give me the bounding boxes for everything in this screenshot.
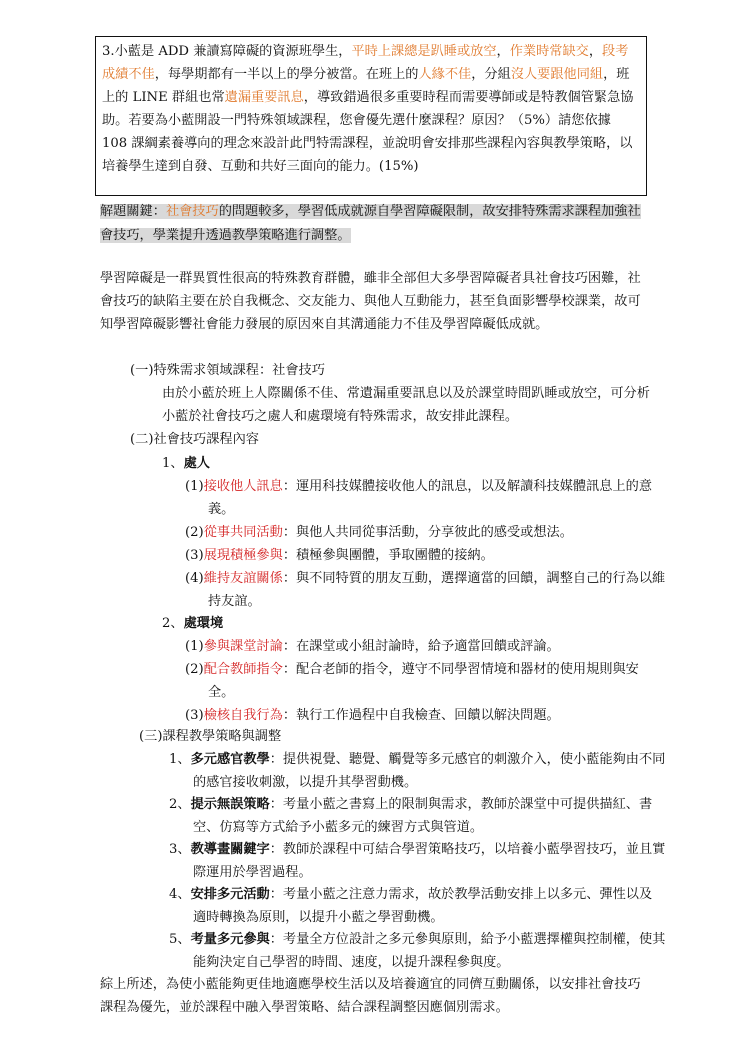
item-desc: ：積極參與團體，爭取團體的接納。 — [282, 548, 494, 563]
item-term: 參與課堂討論 — [203, 639, 283, 654]
item-number: 2、 — [169, 797, 191, 812]
subsection-environment-title — [162, 612, 223, 635]
environment-item-1 — [185, 635, 647, 658]
strategy-item-3 — [169, 838, 671, 884]
item-desc: ：運用科技媒體接收他人的訊息，以及解讀科技媒體訊息上的意義。 — [208, 479, 653, 517]
item-desc: ：與他人共同從事活動，分享彼此的感受或想法。 — [282, 525, 573, 540]
item-desc: ：提供視覺、聽覺、觸覺等多元感官的刺激介入，使小藍能夠由不同的感官接收刺激，以提升其學習動機。 — [193, 752, 666, 790]
subsection-heading: 處環境 — [183, 616, 224, 631]
problem-highlight: 沒人要跟他同組 — [510, 67, 604, 82]
item-desc: ：教師於課程中可結合學習策略技巧，以培養小藍學習技巧，並且實際運用於學習過程。 — [193, 842, 666, 880]
section-1-body: 由於小藍於班上人際關係不佳、常遺漏重要訊息以及於課堂時間趴睡或放空，可分析小藍於社會技巧之處人和處環境有特殊需求，故安排此課程。 — [162, 386, 650, 424]
item-term: 提示無誤策略 — [190, 797, 270, 812]
strategy-item-2 — [169, 793, 655, 839]
question-text-segment: ，每學期都有一半以上的學分被當。在班上的 — [154, 67, 419, 82]
problem-highlight: 遺漏重要訊息 — [224, 90, 304, 105]
item-desc: ：考量小藍之注意力需求，故於教學活動安排上以多元、彈性以及適時轉換為原則，以提升小藍之學習動機。 — [193, 887, 653, 925]
people-item-1 — [185, 475, 670, 521]
item-term: 考量多元參與 — [190, 932, 270, 947]
people-item-3 — [185, 544, 647, 567]
item-term: 配合教師指令 — [203, 662, 283, 677]
item-term: 教導畫關鍵字 — [190, 842, 270, 857]
item-term: 展現積極參與 — [203, 548, 283, 563]
question-intro: 3.小藍是 ADD 兼讀寫障礙的資源班學生， — [102, 44, 352, 59]
item-term: 多元感官教學 — [190, 752, 270, 767]
people-item-2 — [185, 521, 647, 544]
key-text — [100, 204, 641, 243]
item-number: 3、 — [169, 842, 191, 857]
people-item-4 — [185, 567, 670, 613]
item-desc: ：考量小藍之書寫上的限制與需求，教師於課堂中可提供描紅、書空、仿寫等方式給予小藍多元的練習方式與管道。 — [193, 797, 653, 835]
item-term: 接收他人訊息 — [203, 479, 283, 494]
key-label: 解題關鍵： — [100, 204, 166, 219]
question-text-segment: ，導致錯過很多重要時程而需要導師或是特教個管緊急協助。若要為小藍開設一門特殊領域課程，您會優先選什麼課程？原因？（5%）請您依據 108 課綱素養導向的理念來設計此門特需課程，並說明會安排那些課程內容與教學策略，以培養學生達到自發、互動和共好三面向的能力。(15%) — [102, 90, 634, 174]
section-1-title: (一)特殊需求領域課程：社會技巧 — [130, 363, 325, 378]
item-number: (1) — [185, 479, 204, 494]
item-number: (3) — [185, 708, 204, 723]
problem-highlight: 人緣不佳 — [418, 67, 472, 82]
subsection-heading: 處人 — [183, 456, 210, 471]
item-desc: ：執行工作過程中自我檢查、回饋以解決問題。 — [282, 708, 560, 723]
subsection-number: 2、 — [162, 616, 184, 631]
key-rest: 的問題較多，學習低成就源自學習障礙限制，故安排特殊需求課程加強社會技巧，學業提升透過教學策略進行調整。 — [100, 204, 641, 243]
item-term: 檢核自我行為 — [203, 708, 283, 723]
problem-highlight: 平時上課總是趴睡或放空 — [351, 44, 497, 59]
subsection-number: 1、 — [162, 456, 184, 471]
section-3-title: (三)課程教學策略與調整 — [139, 729, 282, 744]
strategy-item-1 — [169, 748, 671, 794]
environment-item-3 — [185, 704, 647, 727]
solution-key — [100, 200, 648, 248]
item-number: (4) — [185, 571, 204, 586]
conclusion-paragraph: 綜上所述，為使小藍能夠更佳地適應學校生活以及培養適宜的同儕互動關係，以安排社會技巧課程為優先，並於課程中融入學習策略、結合課程調整因應個別需求。 — [100, 977, 641, 1015]
environment-item-2 — [185, 658, 650, 704]
problem-highlight: 段考成績不佳 — [102, 44, 629, 82]
separator: ， — [496, 44, 510, 59]
section-2-title: (二)社會技巧課程內容 — [130, 432, 259, 447]
question-box — [95, 36, 647, 196]
item-desc: ：在課堂或小組討論時，給予適當回饋或評論。 — [282, 639, 560, 654]
separator: ， — [588, 44, 603, 59]
strategy-item-5 — [169, 928, 671, 974]
item-desc: ：考量全方位設計之多元參與原則，給予小藍選擇權與控制權，使其能夠決定自己學習的時間、速度，以提升課程參與度。 — [193, 932, 666, 970]
intro-paragraph: 學習障礙是一群異質性很高的特殊教育群體，雖非全部但大多學習障礙者具社會技巧困難，社會技巧的缺陷主要在於自我概念、交友能力、與他人互動能力，甚至負面影響學校課業，故可知學習障礙影響社會能力發展的原因來自其溝通能力不佳及學習障礙低成就。 — [100, 271, 641, 332]
item-term: 安排多元活動 — [190, 887, 270, 902]
item-desc: ：與不同特質的朋友互動，選擇適當的回饋，調整自己的行為以維持友誼。 — [208, 571, 666, 609]
item-desc: ：配合老師的指令，遵守不同學習情境和器材的使用規則與安全。 — [208, 662, 639, 700]
item-term: 維持友誼關係 — [203, 571, 283, 586]
item-number: 5、 — [169, 932, 191, 947]
subsection-people-title — [162, 452, 210, 475]
question-text-segment: ，班上的 LINE 群組也常 — [102, 67, 630, 105]
strategy-item-4 — [169, 883, 655, 929]
item-number: (2) — [185, 525, 204, 540]
item-number: 1、 — [169, 752, 191, 767]
item-number: (1) — [185, 639, 204, 654]
key-highlight: 社會技巧 — [165, 204, 219, 219]
item-number: 4、 — [169, 887, 191, 902]
item-number: (2) — [185, 662, 204, 677]
problem-highlight: 作業時常缺交 — [509, 44, 589, 59]
question-text-segment: ，分組 — [471, 67, 511, 82]
item-term: 從事共同活動 — [203, 525, 283, 540]
item-number: (3) — [185, 548, 204, 563]
question-text — [102, 40, 640, 178]
